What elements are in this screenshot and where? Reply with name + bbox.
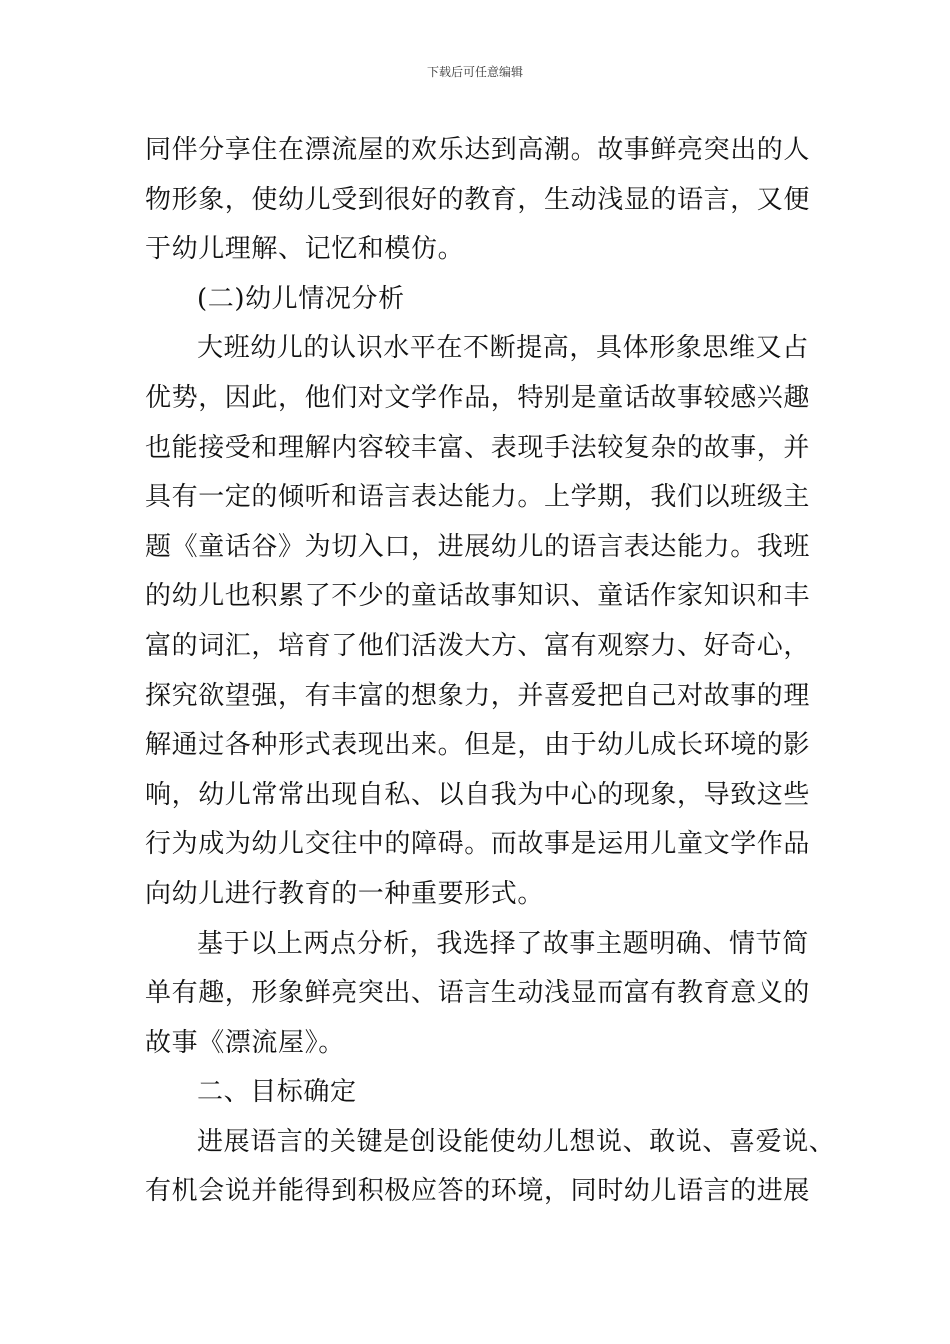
text-line: 于幼儿理解、记忆和模仿。	[145, 234, 465, 265]
text-line: 向幼儿进行教育的一种重要形式。	[145, 878, 545, 909]
text-line: 探究欲望强，有丰富的想象力，并喜爱把自己对故事的理	[145, 680, 811, 711]
body-text	[145, 126, 836, 1217]
text-line: 进展语言的关键是创设能使幼儿想说、敢说、喜爱说、	[197, 1126, 836, 1157]
text-line: 行为成为幼儿交往中的障碍。而故事是运用儿童文学作品	[145, 829, 811, 860]
section-heading: 二、目标确定	[197, 1077, 357, 1108]
text-line: 响，幼儿常常出现自私、以自我为中心的现象，导致这些	[145, 779, 811, 810]
text-line: 同伴分享住在漂流屋的欢乐达到高潮。故事鲜亮突出的人	[145, 135, 811, 165]
text-line: 优势，因此，他们对文学作品，特别是童话故事较感兴趣	[145, 382, 811, 413]
text-line: 有机会说并能得到积极应答的环境，同时幼儿语言的进展	[145, 1176, 811, 1207]
text-line: 的幼儿也积累了不少的童话故事知识、童话作家知识和丰	[145, 581, 811, 612]
text-line: 基于以上两点分析，我选择了故事主题明确、情节简	[197, 928, 809, 959]
text-line: 解通过各种形式表现出来。但是，由于幼儿成长环境的影	[145, 730, 811, 761]
text-line: 物形象，使幼儿受到很好的教育，生动浅显的语言，又便	[145, 184, 811, 215]
text-line: 具有一定的倾听和语言表达能力。上学期，我们以班级主	[145, 482, 811, 513]
text-line: 单有趣，形象鲜亮突出、语言生动浅显而富有教育意义的	[145, 978, 811, 1009]
page-header: 下载后可任意编辑	[426, 65, 523, 79]
text-line: 也能接受和理解内容较丰富、表现手法较复杂的故事，并	[145, 432, 811, 463]
section-heading: (二)幼儿情况分析	[197, 283, 405, 314]
text-line: 富的词汇，培育了他们活泼大方、富有观察力、好奇心，	[145, 630, 811, 661]
text-line: 大班幼儿的认识水平在不断提高，具体形象思维又占	[197, 333, 809, 364]
text-line: 故事《漂流屋》。	[145, 1027, 345, 1058]
text-line: 题《童话谷》为切入口，进展幼儿的语言表达能力。我班	[145, 531, 811, 562]
